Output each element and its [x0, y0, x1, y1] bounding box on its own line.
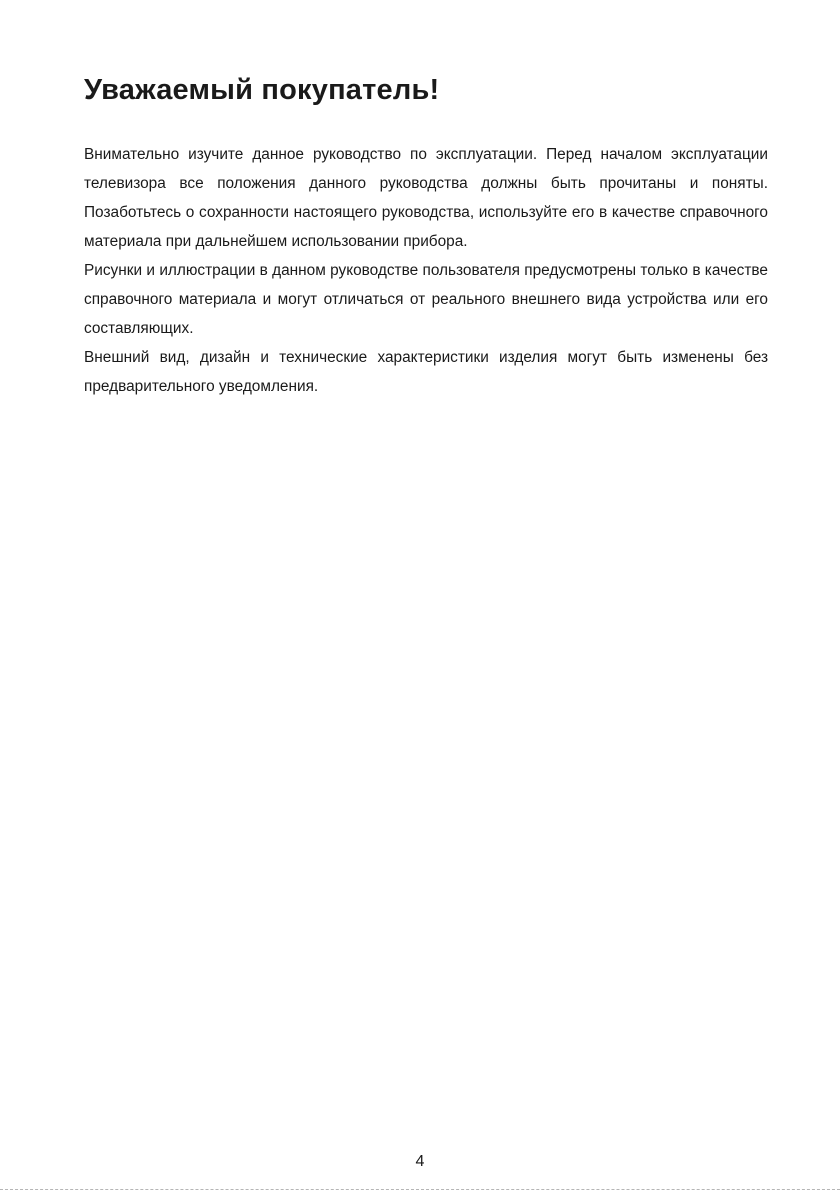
- page-title: Уважаемый покупатель!: [84, 74, 440, 106]
- paragraph-intro: Внимательно изучите данное руководство по эксплуатации. Перед началом эксплуатации телевизора все положения данного руководства должны быть прочитаны и поняты. Позаботьтесь о сохранности настоящего руководства, используйте его в качестве справочного материала при дальнейшем использовании прибора.: [84, 146, 768, 250]
- page-number: 4: [415, 1153, 425, 1170]
- bottom-divider: [0, 1189, 840, 1190]
- body-text: [84, 140, 768, 401]
- paragraph-changes: Внешний вид, дизайн и технические характеристики изделия могут быть изменены без предварительного уведомления.: [84, 349, 768, 395]
- paragraph-illustrations: Рисунки и иллюстрации в данном руководстве пользователя предусмотрены только в качестве справочного материала и могут отличаться от реального внешнего вида устройства или его составляющих.: [84, 262, 768, 337]
